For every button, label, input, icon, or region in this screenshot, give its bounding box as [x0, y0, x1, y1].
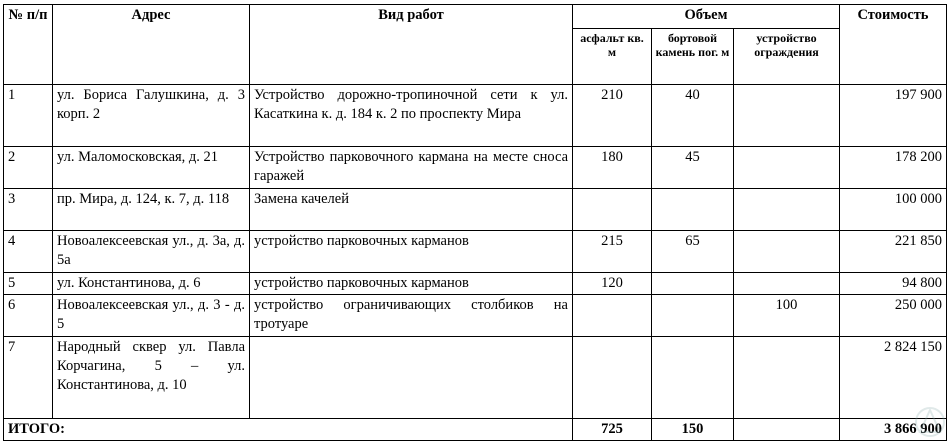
row-address: ул. Маломосковская, д. 21 — [53, 147, 250, 189]
total-asphalt: 725 — [573, 419, 652, 441]
total-label: ИТОГО: — [4, 419, 573, 441]
row-fence — [734, 273, 840, 295]
row-work — [250, 337, 573, 419]
row-curb: 45 — [652, 147, 734, 189]
row-asphalt: 120 — [573, 273, 652, 295]
header-cost: Стоимость — [840, 5, 947, 85]
row-address: ул. Бориса Галушкина, д. 3 корп. 2 — [53, 85, 250, 147]
row-number: 4 — [4, 231, 53, 273]
row-cost: 100 000 — [840, 189, 947, 231]
table-row — [4, 189, 947, 231]
row-cost: 197 900 — [840, 85, 947, 147]
row-address: Народный сквер ул. Павла Корчагина, 5 – ул. Константинова, д. 10 — [53, 337, 250, 419]
row-number: 1 — [4, 85, 53, 147]
total-cost: 3 866 900 — [840, 419, 947, 441]
table-row — [4, 85, 947, 147]
row-curb — [652, 273, 734, 295]
table-row — [4, 273, 947, 295]
row-number: 6 — [4, 295, 53, 337]
row-number: 2 — [4, 147, 53, 189]
row-curb — [652, 337, 734, 419]
watermark-icon — [910, 402, 950, 442]
row-address: Новоалексеевская ул., д. 3 - д. 5 — [53, 295, 250, 337]
row-asphalt — [573, 337, 652, 419]
row-curb: 65 — [652, 231, 734, 273]
row-asphalt — [573, 189, 652, 231]
row-cost: 178 200 — [840, 147, 947, 189]
row-work: Замена качелей — [250, 189, 573, 231]
row-fence: 100 — [734, 295, 840, 337]
header-curb: бортовой камень пог. м — [652, 29, 734, 85]
header-asphalt: асфальт кв. м — [573, 29, 652, 85]
row-asphalt: 215 — [573, 231, 652, 273]
row-work: Устройство дорожно-тропиночной сети к ул. Касаткина к. д. 184 к. 2 по проспекту Мира — [250, 85, 573, 147]
total-curb: 150 — [652, 419, 734, 441]
row-number: 5 — [4, 273, 53, 295]
row-number: 7 — [4, 337, 53, 419]
header-work: Вид работ — [250, 5, 573, 85]
row-asphalt: 210 — [573, 85, 652, 147]
row-fence — [734, 189, 840, 231]
row-work: устройство парковочных карманов — [250, 273, 573, 295]
row-curb — [652, 295, 734, 337]
row-number: 3 — [4, 189, 53, 231]
row-fence — [734, 147, 840, 189]
row-address: Новоалексеевская ул., д. 3а, д. 5а — [53, 231, 250, 273]
header-volume: Объем — [573, 5, 840, 29]
works-table — [3, 4, 947, 441]
row-curb: 40 — [652, 85, 734, 147]
row-asphalt: 180 — [573, 147, 652, 189]
row-work: устройство ограничивающих столбиков на тротуаре — [250, 295, 573, 337]
row-work: Устройство парковочного кармана на месте сноса гаражей — [250, 147, 573, 189]
row-cost: 2 824 150 — [840, 337, 947, 419]
table-row — [4, 295, 947, 337]
header-address: Адрес — [53, 5, 250, 85]
table-row — [4, 337, 947, 419]
row-cost: 250 000 — [840, 295, 947, 337]
row-address: пр. Мира, д. 124, к. 7, д. 118 — [53, 189, 250, 231]
row-asphalt — [573, 295, 652, 337]
row-fence — [734, 85, 840, 147]
row-fence — [734, 337, 840, 419]
total-row — [4, 419, 947, 441]
header-num: № п/п — [4, 5, 53, 85]
header-fence: устройство ограждения — [734, 29, 840, 85]
row-fence — [734, 231, 840, 273]
table-row — [4, 231, 947, 273]
row-curb — [652, 189, 734, 231]
row-cost: 94 800 — [840, 273, 947, 295]
table-row — [4, 147, 947, 189]
total-fence — [734, 419, 840, 441]
row-cost: 221 850 — [840, 231, 947, 273]
row-address: ул. Константинова, д. 6 — [53, 273, 250, 295]
row-work: устройство парковочных карманов — [250, 231, 573, 273]
